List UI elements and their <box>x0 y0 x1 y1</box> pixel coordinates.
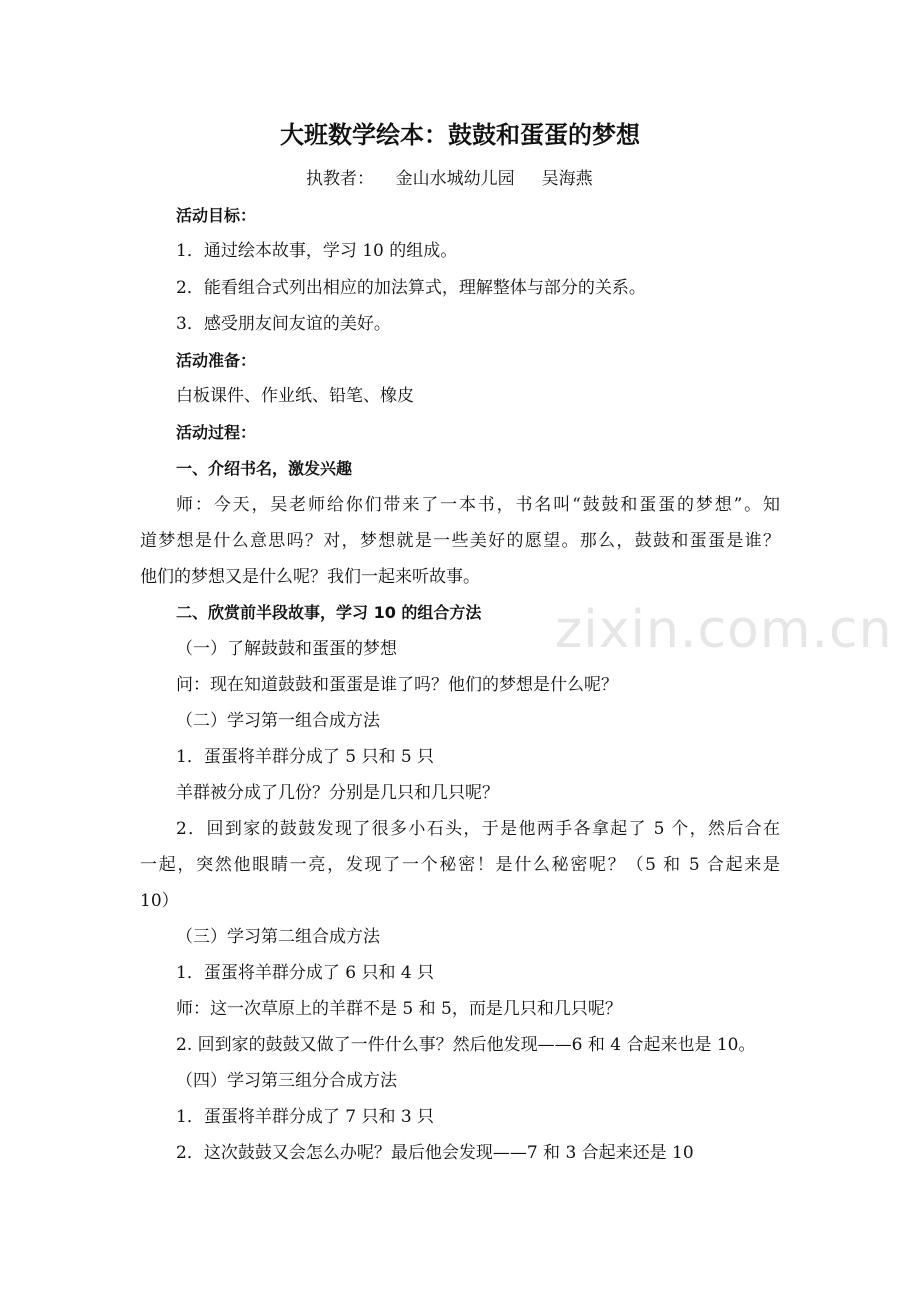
byline-school: 金山水城幼儿园 <box>395 169 515 189</box>
section2-heading: 二、欣赏前半段故事，学习 10 的组合方法 <box>176 603 482 622</box>
section2-sub3-question: 师：这一次草原上的羊群不是 5 和 5，而是几只和几只呢？ <box>176 999 622 1019</box>
section2-sub2-item1: 1．蛋蛋将羊群分成了 5 只和 5 只 <box>176 747 435 767</box>
goals-heading: 活动目标： <box>176 206 257 225</box>
section2-sub2-question: 羊群被分成了几份？分别是几只和几只呢？ <box>176 783 499 803</box>
section2-sub2: （二）学习第一组合成方法 <box>176 711 380 731</box>
goal-item-3: 3．感受朋友间友谊的美好。 <box>176 314 391 334</box>
prep-text: 白板课件、作业纸、铅笔、橡皮 <box>176 386 414 406</box>
byline <box>306 168 593 190</box>
section2-sub2-item2-line1: 2．回到家的鼓鼓发现了很多小石头，于是他两手各拿起了 5 个，然后合在 <box>176 819 780 839</box>
goal-item-1: 1．通过绘本故事，学习 10 的组成。 <box>176 241 458 261</box>
section2-sub4-item2: 2．这次鼓鼓又会怎么办呢？最后他会发现——7 和 3 合起来还是 10 <box>176 1143 694 1163</box>
byline-label: 执教者： <box>306 169 374 189</box>
page-title: 大班数学绘本：鼓鼓和蛋蛋的梦想 <box>280 120 640 149</box>
section2-sub2-item2-line2: 一起，突然他眼睛一亮，发现了一个秘密！是什么秘密呢？（5 和 5 合起来是 <box>140 855 780 875</box>
section2-sub4-item1: 1．蛋蛋将羊群分成了 7 只和 3 只 <box>176 1107 435 1127</box>
section1-line-2: 道梦想是什么意思吗？对，梦想就是一些美好的愿望。那么，鼓鼓和蛋蛋是谁？ <box>140 531 780 551</box>
section1-heading: 一、介绍书名，激发兴趣 <box>176 459 353 478</box>
prep-heading: 活动准备： <box>176 351 257 370</box>
section2-sub4: （四）学习第三组分合成方法 <box>176 1071 397 1091</box>
section2-sub3: （三）学习第二组合成方法 <box>176 927 380 947</box>
byline-teacher: 吴海燕 <box>541 169 593 189</box>
section2-sub1-question: 问：现在知道鼓鼓和蛋蛋是谁了吗？他们的梦想是什么呢？ <box>176 675 618 695</box>
section1-line-1: 师：今天，吴老师给你们带来了一本书，书名叫“鼓鼓和蛋蛋的梦想”。知 <box>176 495 780 515</box>
section2-sub3-item2: 2. 回到家的鼓鼓又做了一件什么事？然后他发现——6 和 4 合起来也是 10。 <box>176 1035 756 1055</box>
section2-sub3-item1: 1．蛋蛋将羊群分成了 6 只和 4 只 <box>176 963 435 983</box>
process-heading: 活动过程： <box>176 423 257 442</box>
section1-line-3: 他们的梦想又是什么呢？我们一起来听故事。 <box>140 567 480 587</box>
goal-item-2: 2．能看组合式列出相应的加法算式，理解整体与部分的关系。 <box>176 278 646 298</box>
section2-sub1: （一）了解鼓鼓和蛋蛋的梦想 <box>176 639 397 659</box>
watermark: zixin.com.cn <box>555 600 893 660</box>
section2-sub2-item2-line3: 10） <box>140 891 179 911</box>
